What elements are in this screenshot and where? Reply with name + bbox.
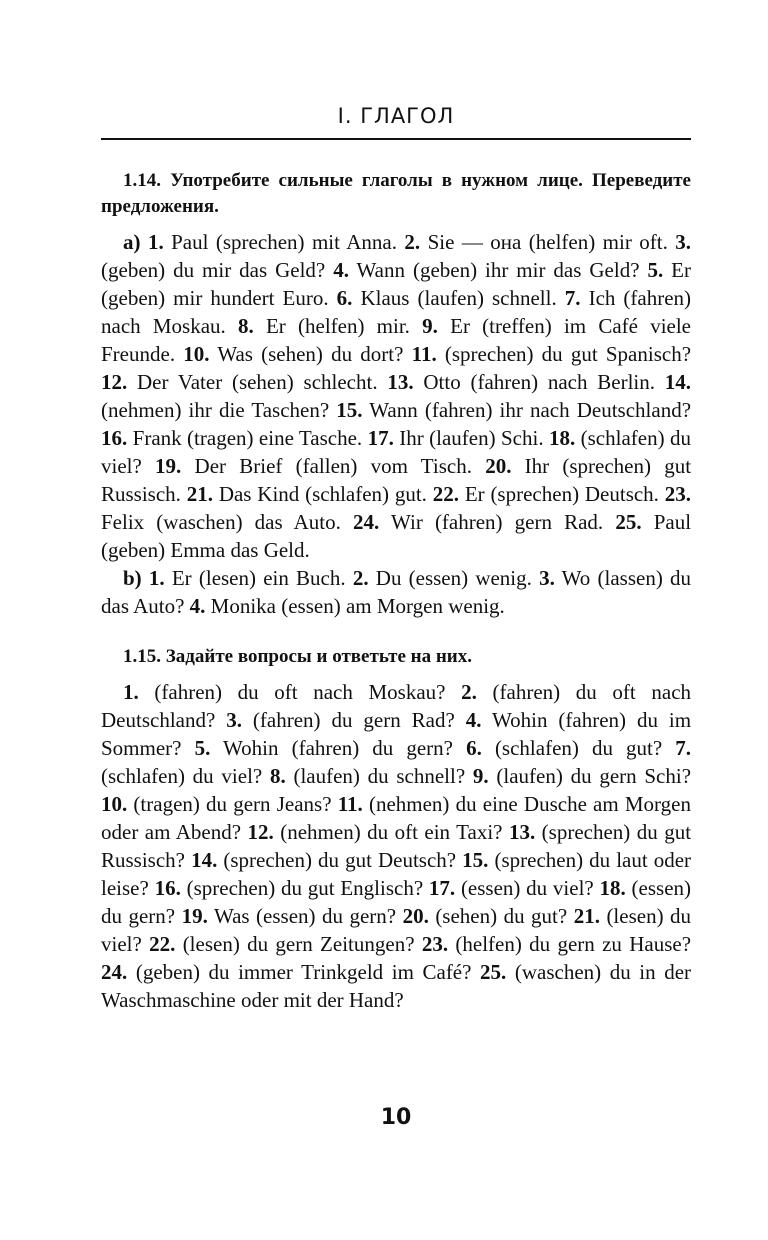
item-text: Otto (fahren) nach Berlin. (423, 370, 655, 394)
item-number: 19. (155, 454, 182, 478)
item-text: (geben) du immer Trinkgeld im Café? (135, 960, 472, 984)
item-number: 22. (149, 932, 176, 956)
item-text: Felix (waschen) das Auto. (101, 510, 341, 534)
item-number: 10. (183, 342, 210, 366)
exercise-114-title (101, 168, 691, 220)
item-number: 12. (247, 820, 274, 844)
exercise-114-number: 1.14. (123, 170, 161, 191)
item-number: 22. (432, 482, 459, 506)
part-b-label: b) (123, 566, 142, 590)
item-number: 8. (269, 764, 286, 788)
item-text: Wo (lassen) du das Auto? (101, 566, 692, 618)
item-number: 14. (191, 848, 218, 872)
item-number: 21. (573, 904, 600, 928)
item-text: (schlafen) du viel? (101, 426, 691, 478)
exercise-114-part-b (101, 564, 691, 620)
item-text: Wann (geben) ihr mir das Geld? (356, 258, 640, 282)
item-text: Ihr (sprechen) gut Russisch. (101, 454, 692, 506)
item-text: (lesen) du viel? (101, 904, 692, 956)
book-page (101, 0, 691, 1240)
item-text: Er (sprechen) Deutsch. (464, 482, 659, 506)
item-number: 7. (564, 286, 581, 310)
item-text: (nehmen) du eine Dusche am Morgen oder am Abend? (101, 792, 691, 844)
item-number: 7. (675, 736, 692, 760)
item-text: (nehmen) du oft ein Taxi? (280, 820, 503, 844)
item-text: (sprechen) du gut Deutsch? (223, 848, 457, 872)
header-rule (101, 138, 691, 140)
item-number: 3. (226, 708, 242, 732)
item-number: 20. (485, 454, 512, 478)
item-text: Was (essen) du gern? (213, 904, 397, 928)
item-text: Du (essen) wenig. (375, 566, 532, 590)
item-number: 5. (194, 736, 211, 760)
exercise-115-title (101, 644, 691, 670)
item-text: (lesen) du gern Zeitungen? (182, 932, 415, 956)
item-number: 17. (367, 426, 394, 450)
item-text: Das Kind (schlafen) gut. (218, 482, 427, 506)
item-number: 9. (422, 314, 438, 338)
item-number: 17. (428, 876, 456, 900)
item-text: (helfen) du gern zu Hause? (455, 932, 692, 956)
exercise-114-instruction: Употребите сильные глаголы в нужном лице. Переведите предложения. (101, 170, 691, 217)
page-body (101, 168, 691, 1014)
item-text: (essen) du viel? (460, 876, 594, 900)
item-text: Wann (fahren) ihr nach Deutschland? (369, 398, 692, 422)
item-text: Der Vater (sehen) schlecht. (137, 370, 378, 394)
item-number: 2. (461, 680, 477, 704)
item-number: 6. (466, 736, 482, 760)
item-number: 23. (664, 482, 691, 506)
item-text: (fahren) du oft nach Moskau? (154, 680, 446, 704)
item-text: (geben) du mir das Geld? (101, 258, 326, 282)
item-number: 4. (465, 708, 482, 732)
item-number: 18. (599, 876, 626, 900)
item-number: 13. (508, 820, 536, 844)
item-number: 5. (647, 258, 664, 282)
item-number: 12. (101, 370, 128, 394)
item-number: 15. (336, 398, 363, 422)
item-number: 3. (675, 230, 692, 254)
item-text: (tragen) du gern Jeans? (133, 792, 332, 816)
item-text: Der Brief (fallen) vom Tisch. (194, 454, 472, 478)
item-text: Wir (fahren) gern Rad. (391, 510, 604, 534)
item-number: 25. (615, 510, 642, 534)
item-number: 3. (539, 566, 555, 590)
item-text: Wohin (fahren) du im Sommer? (101, 708, 692, 760)
item-number: 4. (333, 258, 349, 282)
item-number: 23. (421, 932, 449, 956)
item-text: (sprechen) du gut Spanisch? (444, 342, 692, 366)
item-number: 1. (148, 566, 165, 590)
item-text: (waschen) du in der Waschmaschine oder mit der Hand? (101, 960, 692, 1012)
section-gap (101, 620, 691, 644)
item-text: Wohin (fahren) du gern? (223, 736, 453, 760)
item-number: 11. (411, 342, 437, 366)
item-text: Paul (geben) Emma das Geld. (101, 510, 692, 562)
item-number: 24. (101, 960, 128, 984)
item-text: (schlafen) du gut? (494, 736, 663, 760)
part-a-label: а) (123, 230, 141, 254)
exercise-115-items (101, 678, 691, 1014)
item-number: 13. (387, 370, 414, 394)
item-number: 2. (352, 566, 369, 590)
item-text: (sehen) du gut? (435, 904, 568, 928)
item-number: 6. (336, 286, 353, 310)
exercise-115-number: 1.15. (123, 646, 161, 667)
item-text: Er (lesen) ein Buch. (171, 566, 346, 590)
item-number: 20. (402, 904, 429, 928)
item-text: Ich (fahren) nach Moskau. (101, 286, 692, 338)
item-text: Paul (sprechen) mit Anna. (171, 230, 397, 254)
item-number: 4. (189, 594, 206, 618)
item-text: (essen) du gern? (101, 876, 692, 928)
item-number: 16. (154, 876, 181, 900)
item-text: Er (helfen) mir. (265, 314, 410, 338)
item-number: 8. (238, 314, 254, 338)
item-text: Er (treffen) im Café viele Freunde. (101, 314, 691, 366)
item-text: (sprechen) du laut oder leise? (101, 848, 692, 900)
item-text: Er (geben) mir hundert Euro. (101, 258, 691, 310)
item-text: (laufen) du schnell? (293, 764, 466, 788)
item-number: 1. (123, 680, 139, 704)
item-text: (fahren) du gern Rad? (252, 708, 455, 732)
item-text: (schlafen) du viel? (101, 764, 263, 788)
item-text: Was (sehen) du dort? (217, 342, 404, 366)
item-number: 2. (404, 230, 421, 254)
item-text: (sprechen) du gut Russisch? (101, 820, 692, 872)
running-head: I. ГЛАГОЛ (337, 104, 455, 128)
item-text: (sprechen) du gut Englisch? (186, 876, 424, 900)
item-number: 9. (472, 764, 489, 788)
item-number: 18. (548, 426, 576, 450)
item-number: 14. (664, 370, 691, 394)
item-text: Monika (essen) am Morgen wenig. (210, 594, 505, 618)
exercise-114-part-a (101, 228, 691, 564)
item-number: 19. (181, 904, 208, 928)
item-number: 25. (480, 960, 507, 984)
item-text: (fahren) du oft nach Deutschland? (101, 680, 692, 732)
item-text: Frank (tragen) eine Tasche. (132, 426, 363, 450)
item-number: 10. (101, 792, 128, 816)
item-text: Sie — она (helfen) mir oft. (427, 230, 668, 254)
item-text: (nehmen) ihr die Taschen? (101, 398, 330, 422)
item-text: Ihr (laufen) Schi. (399, 426, 544, 450)
item-number: 15. (462, 848, 489, 872)
item-number: 21. (186, 482, 213, 506)
page-number: 10 (380, 1105, 412, 1130)
item-text: Klaus (laufen) schnell. (360, 286, 557, 310)
item-number: 16. (101, 426, 128, 450)
item-number: 24. (353, 510, 380, 534)
item-text: (laufen) du gern Schi? (496, 764, 692, 788)
item-number: 1. (147, 230, 164, 254)
exercise-115-instruction: Задайте вопросы и ответьте на них. (165, 646, 473, 667)
item-number: 11. (337, 792, 363, 816)
